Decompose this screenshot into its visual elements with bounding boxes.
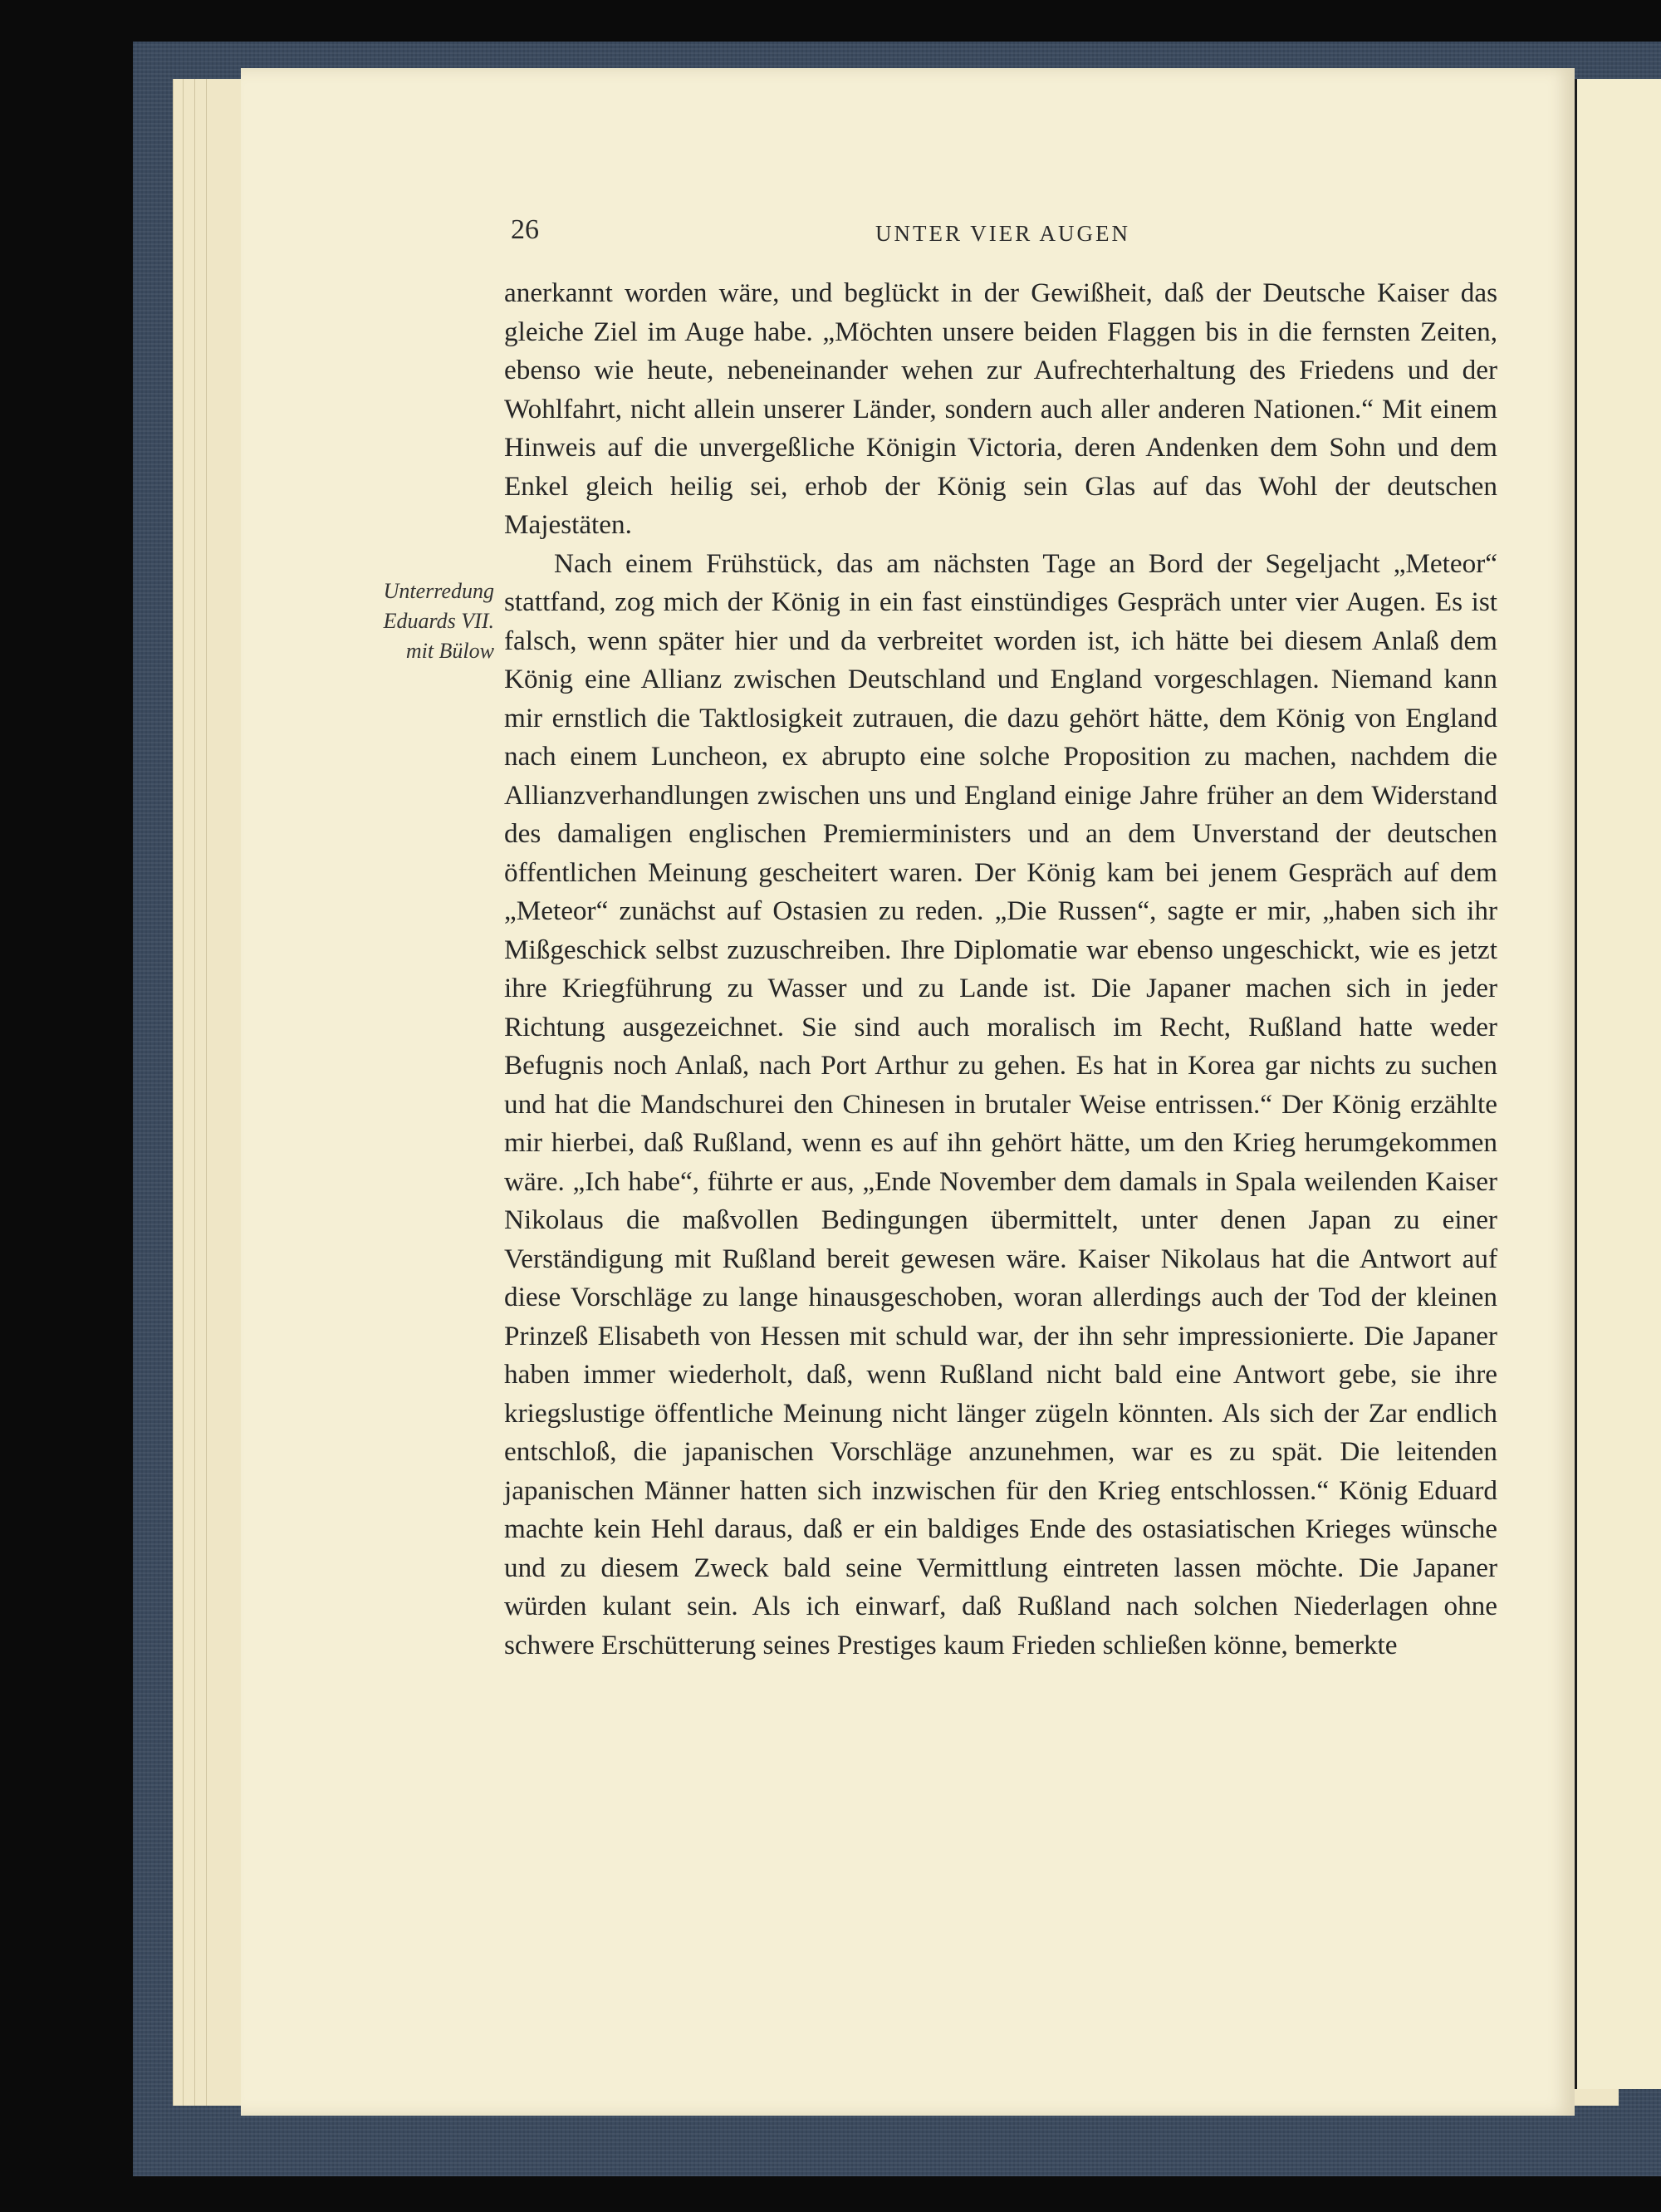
facing-page-edge — [1575, 79, 1661, 2089]
page-header — [511, 214, 1495, 256]
paragraph: Nach einem Frühstück, das am nächsten Tage an Bord der Segeljacht „Meteor“ stattfand, zog mich der König in ein fast einstündiges Gespräch unter vier Augen. Es ist falsch, wenn später hier und da verbreitet worden ist, ich hätte bei diesem Anlaß dem König eine Allianz zwischen Deutschland und England vorgeschlagen. Niemand kann mir ernstlich die Taktlosigkeit zutrauen, die dazu gehört hätte, dem König von England nach einem Luncheon, ex abrupto eine solche Proposition zu machen, nachdem die Allianzverhandlungen zwischen uns und England einige Jahre früher an dem Widerstand des damaligen englischen Premierministers und an dem Unverstand der deutschen öffentlichen Meinung gescheitert waren. Der König kam bei jenem Gespräch auf dem „Meteor“ zunächst auf Ostasien zu reden. „Die Russen“, sagte er mir, „haben sich ihr Mißgeschick selbst zuzuschreiben. Ihre Diplomatie war ebenso ungeschickt, wie es jetzt ihre Kriegführung zu Wasser und zu Lande ist. Die Japaner machen sich in jeder Richtung ausgezeichnet. Sie sind auch moralisch im Recht, Rußland hatte weder Befugnis noch Anlaß, nach Port Arthur zu gehen. Es hat in Korea gar nichts zu suchen und hat die Mandschurei den Chinesen in brutaler Weise entrissen.“ Der König erzählte mir hierbei, daß Rußland, wenn es auf ihn gehört hätte, um den Krieg herumgekommen wäre. „Ich habe“, führte er aus, „Ende November dem damals in Spala weilenden Kaiser Nikolaus die maßvollen Bedingungen übermittelt, unter denen Japan zu einer Verständigung mit Rußland bereit gewesen wäre. Kaiser Nikolaus hat die Antwort auf diese Vorschläge zu lange hinausgeschoben, woran allerdings auch der Tod der kleinen Prinzeß Elisabeth von Hessen mit schuld war, der ihn sehr impressionierte. Die Japaner haben immer wiederholt, daß, wenn Rußland nicht bald eine Antwort gebe, sie ihre kriegslustige öffentliche Meinung nicht länger zügeln könnten. Als sich der Zar endlich entschloß, die japanischen Vorschläge anzunehmen, war es zu spät. Die leitenden japanischen Männer hatten sich inzwischen für den Krieg entschlossen.“ König Eduard machte kein Hehl daraus, daß er ein baldiges Ende des ostasiatischen Krieges wünsche und zu diesem Zweck bald seine Vermittlung eintreten lassen möchte. Die Japaner würden kulant sein. Als ich einwarf, daß Rußland nach solchen Niederlagen ohne schwere Erschütterung seines Prestiges kaum Frieden schließen könne, bemerkte — [504, 547, 1497, 1660]
marginal-note-line: mit Bülow — [405, 639, 494, 663]
paragraph: anerkannt worden wäre, und beglückt in der Gewißheit, daß der Deutsche Kaiser das gleiche Ziel im Auge habe. „Möchten unsere beiden Flaggen bis in die fernsten Zeiten, ebenso wie heute, nebeneinander wehen zur Aufrechterhaltung des Friedens und der Wohlfahrt, nicht allein unserer Länder, sondern auch aller anderen Nationen.“ Mit einem Hinweis auf die unvergeßliche Königin Victoria, deren Andenken dem Sohn und dem Enkel gleich heilig sei, erhob der König sein Glas auf das Wohl der deutschen Majestäten. — [504, 277, 1497, 540]
page-number: 26 — [511, 214, 539, 245]
marginal-note — [328, 576, 494, 666]
marginal-note-line: Unterredung — [383, 579, 494, 603]
marginal-note-line: Eduards VII. — [383, 609, 494, 633]
body-text — [504, 274, 1497, 1665]
running-head: UNTER VIER AUGEN — [875, 221, 1130, 246]
